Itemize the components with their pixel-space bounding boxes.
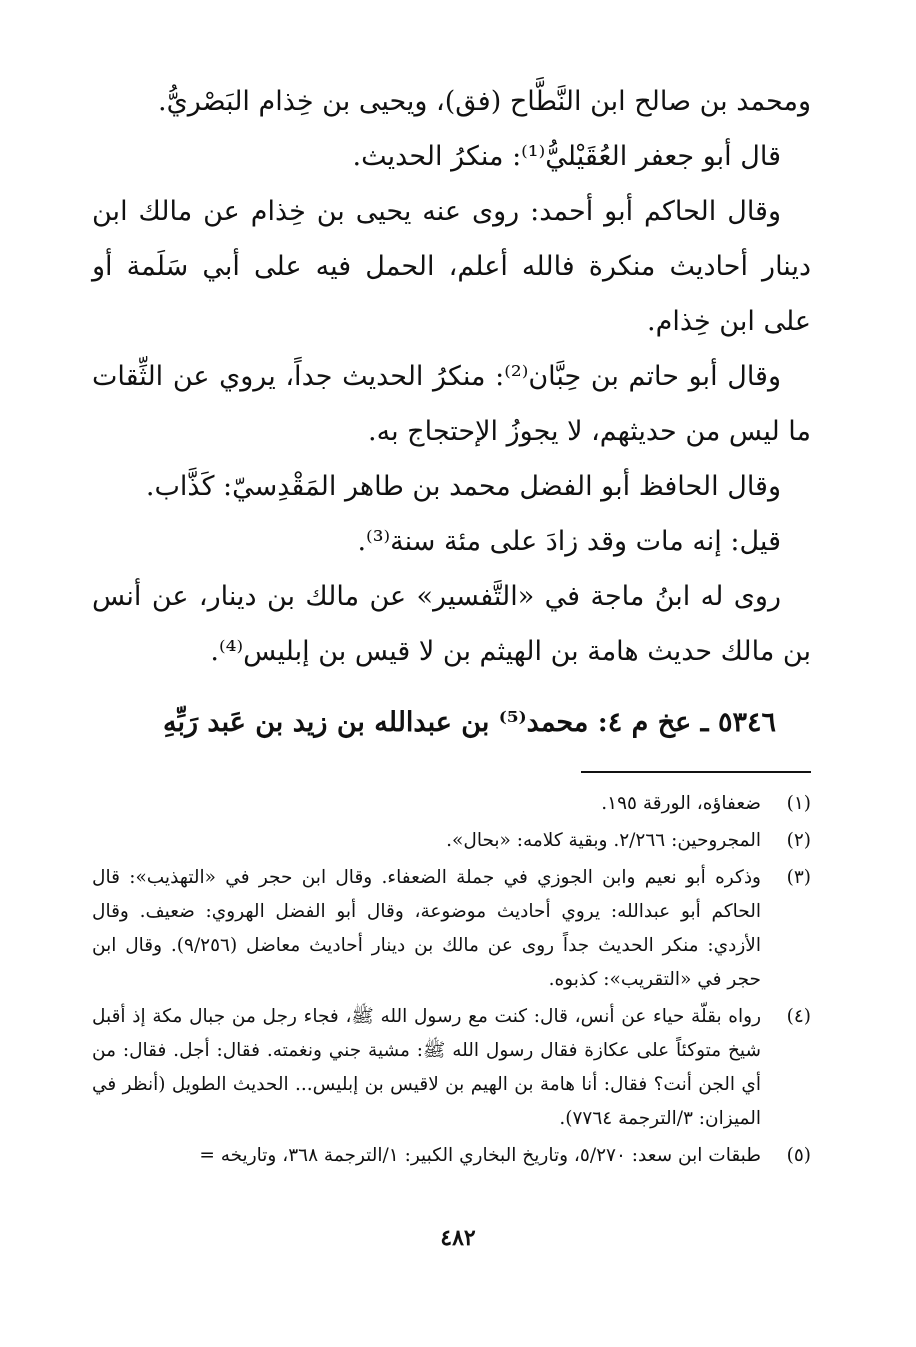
- footnote-5: [92, 1139, 811, 1173]
- footnote-separator: [581, 771, 811, 773]
- paragraph-ibn-hibban: وقال أبو حاتم بن حِبَّان⁽²⁾: منكرُ الحديث جداً، يروي عن الثِّقات ما ليس من حديثهم، لا يجوزُ الإحتجاج به.: [92, 361, 811, 447]
- footnote-number: (٤): [786, 1006, 811, 1027]
- paragraph-death: قيل: إنه مات وقد زادَ على مئة سنة⁽³⁾.: [357, 526, 781, 557]
- main-text-block: [92, 74, 811, 679]
- footnotes: [92, 787, 811, 1176]
- footnote-text: ضعفاؤه، الورقة ١٩٥.: [601, 793, 761, 814]
- footnote-number: (٣): [786, 867, 811, 888]
- footnote-number: (٢): [786, 830, 811, 851]
- footnote-text: المجروحين: ٢/٢٦٦. وبقية كلامه: «بحال».: [446, 830, 761, 851]
- footnote-4: [92, 1000, 811, 1136]
- paragraph-uqayli: قال أبو جعفر العُقَيْليُّ⁽¹⁾: منكرُ الحديث.: [352, 141, 781, 172]
- entry-heading: ٥٣٤٦ ـ عخ م ٤: محمد⁽⁵⁾ بن عبدالله بن زيد بن عَبد رَبِّهِ: [162, 707, 776, 738]
- paragraph-line-1: ومحمد بن صالح ابن النَّطَّاح (فق)، ويحيى بن خِذام البَصْريُّ.: [158, 86, 811, 117]
- paragraph-maqdisi: وقال الحافظ أبو الفضل محمد بن طاهر المَقْدِسيّ: كَذَّاب.: [145, 471, 781, 502]
- footnote-number: (١): [786, 793, 811, 814]
- footnote-1: [92, 787, 811, 821]
- paragraph-ibn-majah: روى له ابنُ ماجة في «التَّفسير» عن مالك بن دينار، عن أنس بن مالك حديث هامة بن الهيثم بن لا قيس بن إبليس⁽⁴⁾.: [92, 581, 811, 667]
- page-number: ٤٨٢: [440, 1225, 476, 1251]
- footnote-3: [92, 861, 811, 997]
- footnote-2: [92, 824, 811, 858]
- footnote-text: رواه بقلّة حياء عن أنس، قال: كنت مع رسول الله ﷺ، فجاء رجل من جبال مكة إذ أقبل شيخ متوكئاً على عكازة فقال رسول الله ﷺ: مشية جني ونغمته. فقال: أجل. فقال: من أي الجن أنت؟ فقال: أنا هامة بن الهيم بن لاقيس بن إبليس... الحديث الطويل (أنظر في الميزان: ٣/الترجمة ٧٧٦٤).: [92, 1006, 761, 1129]
- paragraph-hakim: وقال الحاكم أبو أحمد: روى عنه يحيى بن خِذام عن مالك ابن دينار أحاديث منكرة فالله أعلم، الحمل فيه على أبي سَلَمة أو على ابن خِذام.: [92, 196, 811, 337]
- footnote-text: وذكره أبو نعيم وابن الجوزي في جملة الضعفاء. وقال ابن حجر في «التهذيب»: قال الحاكم أبو عبدالله: يروي أحاديث موضوعة، وقال أبو الفضل الهروي: ضعيف. وقال الأزدي: منكر الحديث جداً روى عن مالك بن دينار أحاديث معاضل (٩/٢٥٦). وقال ابن حجر في «التقريب»: كذبوه.: [92, 867, 761, 990]
- footnote-text: طبقات ابن سعد: ٥/٢٧٠، وتاريخ البخاري الكبير: ١/الترجمة ٣٦٨، وتاريخه =: [199, 1145, 761, 1166]
- footnote-number: (٥): [786, 1145, 811, 1166]
